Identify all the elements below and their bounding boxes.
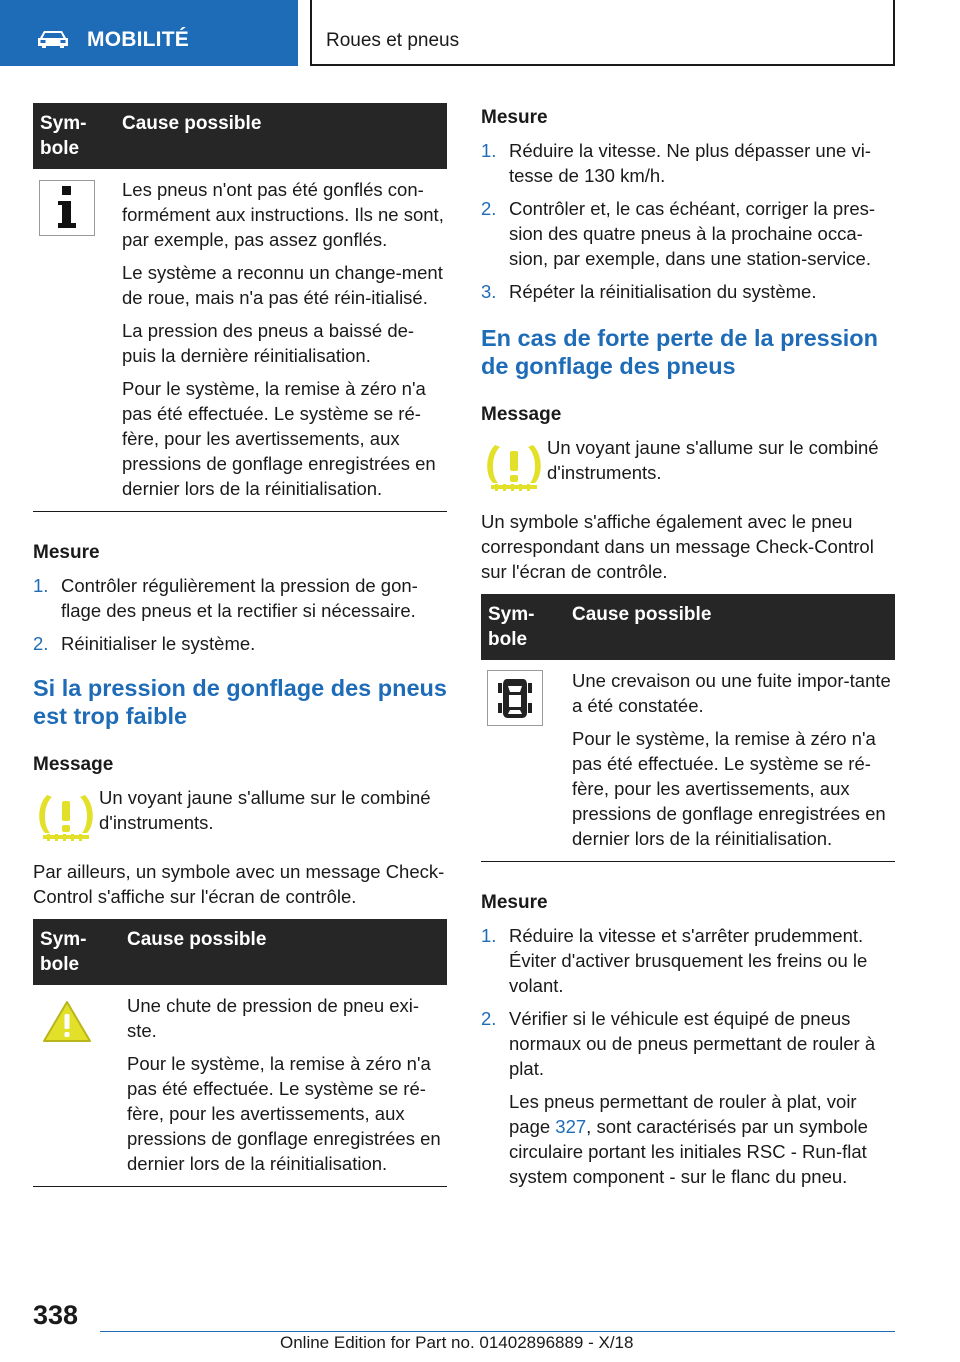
section-tab[interactable] — [0, 0, 298, 66]
section-heading: En cas de forte perte de la pression de gonflage des pneus — [481, 325, 879, 379]
table-header — [33, 919, 447, 985]
body-paragraph: Par ailleurs, un symbole avec un message Check-Control s'affiche sur l'écran de contrôle. — [33, 861, 445, 907]
edition-note: Online Edition for Part no. 01402896889 - X/18 — [280, 1333, 634, 1352]
body-paragraph: Un symbole s'affiche également avec le pneu correspondant dans un message Check-Control sur l'écran de contrôle. — [481, 511, 874, 582]
table-row — [481, 660, 895, 862]
cause-paragraph: Pour le système, la remise à zéro n'a pas été effectuée. Le système se ré-fère, pour les avertissements, aux pressions de gonflage enregistrées en dernier lors de la réinitialisation. — [127, 1053, 441, 1174]
mesure-title: Mesure — [481, 107, 548, 128]
message-text: Un voyant jaune s'allume sur le combiné d'instruments. — [547, 437, 879, 483]
mesure-steps — [481, 138, 895, 304]
cause-paragraph: La pression des pneus a baissé de-puis la dernière réinitialisation. — [122, 320, 415, 366]
chapter-title: Roues et pneus — [326, 30, 460, 51]
list-item: 1. Réduire la vitesse. Ne plus dépasser une vi-tesse de 130 km/h. — [481, 140, 871, 186]
message-row — [481, 435, 895, 491]
car-tire-puncture-icon — [487, 670, 543, 726]
header-divider-right — [893, 0, 895, 66]
cause-paragraph: Le système a reconnu un change-ment de roue, mais n'a pas été réin-itialisé. — [122, 262, 443, 308]
left-column — [33, 103, 447, 1187]
header-divider-bottom — [310, 64, 895, 66]
table-header-symbol: Sym- bole — [40, 929, 87, 975]
section-heading: Si la pression de gonflage des pneus est trop faible — [33, 675, 447, 729]
cause-paragraph: Une chute de pression de pneu exi-ste. — [127, 995, 420, 1041]
message-text: Un voyant jaune s'allume sur le combiné d'instruments. — [99, 787, 431, 833]
cause-table-puncture — [481, 594, 895, 862]
table-header-symbol: Sym- bole — [488, 604, 535, 650]
message-title: Message — [481, 404, 562, 425]
table-header-symbol: Sym- bole — [40, 113, 87, 159]
warning-triangle-icon — [41, 999, 93, 1045]
mesure-steps — [33, 573, 447, 656]
info-icon — [39, 180, 95, 236]
tire-pressure-warning-icon — [481, 441, 547, 491]
footer-rule — [100, 1331, 895, 1332]
list-item: 2. Réinitialiser le système. — [33, 633, 256, 654]
cause-table-info — [33, 103, 447, 512]
table-header — [33, 103, 447, 169]
table-row — [33, 985, 447, 1187]
cause-paragraph: Les pneus n'ont pas été gonflés con-formément aux instructions. Ils ne sont, par exemple, pas assez gonflés. — [122, 179, 444, 250]
list-item: 1. Réduire la vitesse et s'arrêter prudemment. Éviter d'activer brusquement les freins ou le volant. — [481, 925, 868, 996]
page-number: 338 — [33, 1300, 79, 1330]
tire-pressure-warning-icon — [33, 791, 99, 841]
cause-paragraph: Une crevaison ou une fuite impor-tante a été constatée. — [572, 670, 891, 716]
car-icon — [36, 29, 70, 49]
list-item: 2. Vérifier si le véhicule est équipé de pneus normaux ou de pneus permettant de rouler à plat. Les pneus permettant de rouler à plat, voir page 327, sont caractérisés par un symbole circulaire portant les initiales RSC - Run-flat system component - sur le flanc du pneu. — [481, 1006, 895, 1189]
table-header — [481, 594, 895, 660]
message-title: Message — [33, 754, 114, 775]
section-label: MOBILITÉ — [87, 28, 189, 51]
table-header-cause: Cause possible — [122, 113, 262, 134]
mesure-title: Mesure — [481, 892, 548, 913]
right-column — [481, 103, 895, 1197]
message-row — [33, 785, 447, 841]
page-link[interactable]: 327 — [555, 1116, 587, 1137]
cause-paragraph: Pour le système, la remise à zéro n'a pas été effectuée. Le système se ré-fère, pour les avertissements, aux pressions de gonflage enregistrées en dernier lors de la réinitialisation. — [572, 728, 886, 849]
cause-table-warning — [33, 919, 447, 1187]
list-item: 2. Contrôler et, le cas échéant, corriger la pres-sion des quatre pneus à la prochaine occa-sion, par exemple, dans une station-service. — [481, 198, 876, 269]
table-header-cause: Cause possible — [572, 604, 712, 625]
list-item: 3. Répéter la réinitialisation du système. — [481, 281, 817, 302]
cause-paragraph: Pour le système, la remise à zéro n'a pas été effectuée. Le système se ré-fère, pour les avertissements, aux pressions de gonflage enregistrées en dernier lors de la réinitialisation. — [122, 378, 436, 499]
mesure-title: Mesure — [33, 542, 100, 563]
table-header-cause: Cause possible — [127, 929, 267, 950]
header-divider-left — [310, 0, 312, 66]
step-note: Les pneus permettant de rouler à plat, voir page 327, sont caractérisés par un symbole circulaire portant les initiales RSC - Run-flat system component - sur le flanc du pneu. — [509, 1091, 868, 1187]
mesure-steps — [481, 923, 895, 1189]
list-item: 1. Contrôler régulièrement la pression de gon-flage des pneus et la rectifier si nécessaire. — [33, 575, 418, 621]
table-row — [33, 169, 447, 512]
